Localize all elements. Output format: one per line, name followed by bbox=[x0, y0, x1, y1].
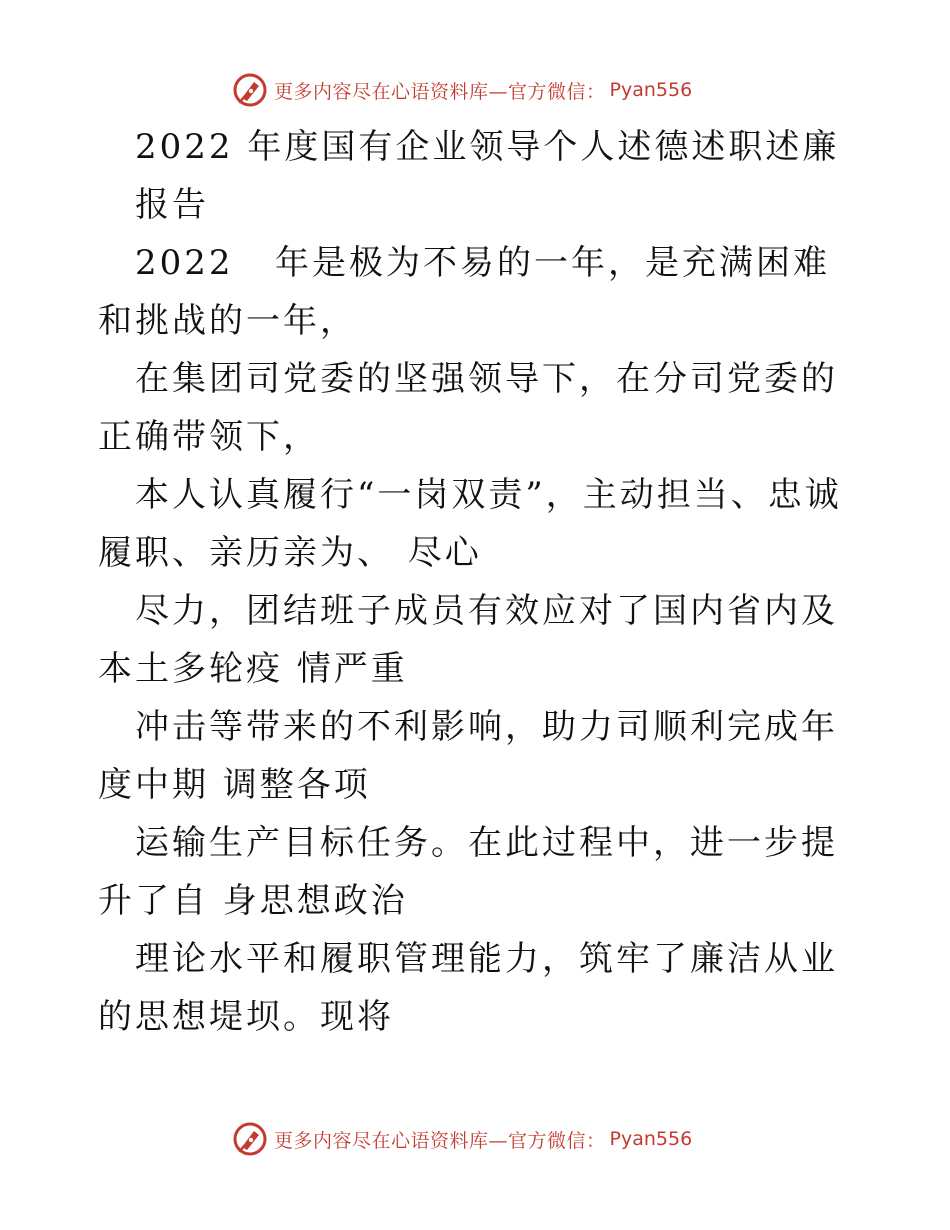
header-contact-id: Pyan556 bbox=[609, 79, 693, 101]
body-paragraph: 2022 年是极为不易的一年，是充满困难和挑战的一年， bbox=[98, 243, 830, 341]
footer-contact-id: Pyan556 bbox=[609, 1128, 693, 1150]
body-paragraph: 理论水平和履职管理能力，筑牢了廉洁从业的思想堤坝。现将 bbox=[98, 939, 838, 1037]
body-paragraph: 在集团司党委的坚强领导下，在分司党委的正确带领下， bbox=[98, 359, 838, 457]
body-paragraph: 冲击等带来的不利影响，助力司顺利完成年度中期 调整各项 bbox=[98, 707, 838, 805]
body-paragraph: 尽力，团结班子成员有效应对了国内省内及本土多轮疫 情严重 bbox=[98, 591, 838, 689]
header-promo-text: 更多内容尽在心语资料库—官方微信： bbox=[274, 80, 606, 103]
footer-promo-text: 更多内容尽在心语资料库—官方微信： bbox=[274, 1129, 606, 1152]
document-title-continuation: 报告 bbox=[135, 185, 209, 225]
body-paragraph: 本人认真履行“一岗双责”，主动担当、忠诚履职、亲历亲为、 尽心 bbox=[98, 475, 842, 573]
document-title: 2022 年度国有企业领导个人述德述职述廉 bbox=[135, 127, 840, 167]
pen-nib-logo-icon bbox=[232, 1121, 268, 1157]
body-paragraph: 运输生产目标任务。在此过程中，进一步提升了自 身思想政治 bbox=[98, 823, 838, 921]
footer-banner bbox=[232, 1119, 692, 1159]
document-body bbox=[98, 118, 850, 1046]
header-banner bbox=[232, 70, 692, 110]
pen-nib-logo-icon bbox=[232, 72, 268, 108]
